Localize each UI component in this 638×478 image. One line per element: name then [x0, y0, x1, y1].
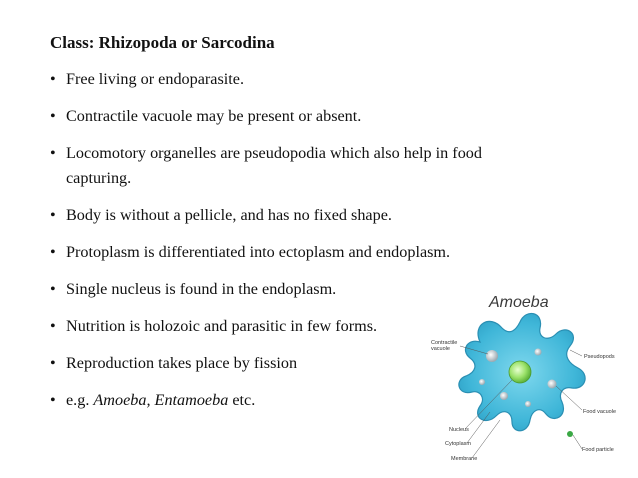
bullet-item [50, 67, 530, 92]
bullet-text: Reproduction takes place by fission [66, 354, 298, 372]
example-suffix: etc. [228, 391, 256, 409]
nucleus-shape [509, 361, 531, 383]
pointer-line [570, 350, 582, 356]
bullet-text: Single nucleus is found in the endoplasm. [66, 280, 337, 298]
bullet-text: Locomotory organelles are pseudopodia which also help in food capturing. [66, 144, 482, 187]
label-contractile-vacuole: Contractile vacuole [431, 340, 458, 352]
bullet-dot: • [50, 243, 56, 261]
food-particle-shape [567, 431, 573, 437]
bullet-dot: • [50, 107, 56, 125]
bullet-dot: • [50, 354, 56, 372]
figure-title: Amoeba [489, 294, 549, 311]
bullet-text: Contractile vacuole may be present or absent. [66, 107, 362, 125]
food-vacuole-shape [500, 392, 508, 400]
label-pseudopods: Pseudopods [584, 354, 615, 360]
bullet-text: Body is without a pellicle, and has no fixed shape. [66, 206, 392, 224]
label-food-particle: Food particle [582, 447, 614, 453]
bullet-item [50, 104, 530, 129]
bullet-dot: • [50, 70, 56, 88]
bullet-text: Nutrition is holozoic and parasitic in few forms. [66, 317, 378, 335]
bullet-text: Protoplasm is differentiated into ectoplasm and endoplasm. [66, 243, 451, 261]
bullet-dot: • [50, 317, 56, 335]
food-vacuole-shape [479, 379, 485, 385]
bullet-text: Free living or endoparasite. [66, 70, 245, 88]
label-food-vacuole: Food vacuole [583, 409, 617, 415]
bullet-item [50, 240, 530, 265]
bullet-dot: • [50, 144, 56, 162]
example-italic: Amoeba, Entamoeba [93, 391, 229, 409]
food-vacuole-shape [525, 401, 531, 407]
food-vacuole-shape [548, 380, 557, 389]
pointer-line [472, 420, 500, 458]
label-membrane: Membrane [451, 456, 478, 462]
bullet-dot: • [50, 206, 56, 224]
bullet-item [50, 141, 530, 191]
label-cytoplasm: Cytoplasm [445, 441, 471, 447]
label-nucleus: Nucleus [449, 427, 469, 433]
bullet-dot: • [50, 391, 56, 409]
amoeba-figure [420, 284, 630, 470]
food-vacuole-shape [535, 349, 542, 356]
example-prefix: e.g. [66, 391, 94, 409]
bullet-item [50, 203, 530, 228]
bullet-dot: • [50, 280, 56, 298]
contractile-vacuole-shape [486, 350, 498, 362]
slide-title: Class: Rhizopoda or Sarcodina [50, 33, 275, 52]
pointer-line [573, 435, 582, 449]
